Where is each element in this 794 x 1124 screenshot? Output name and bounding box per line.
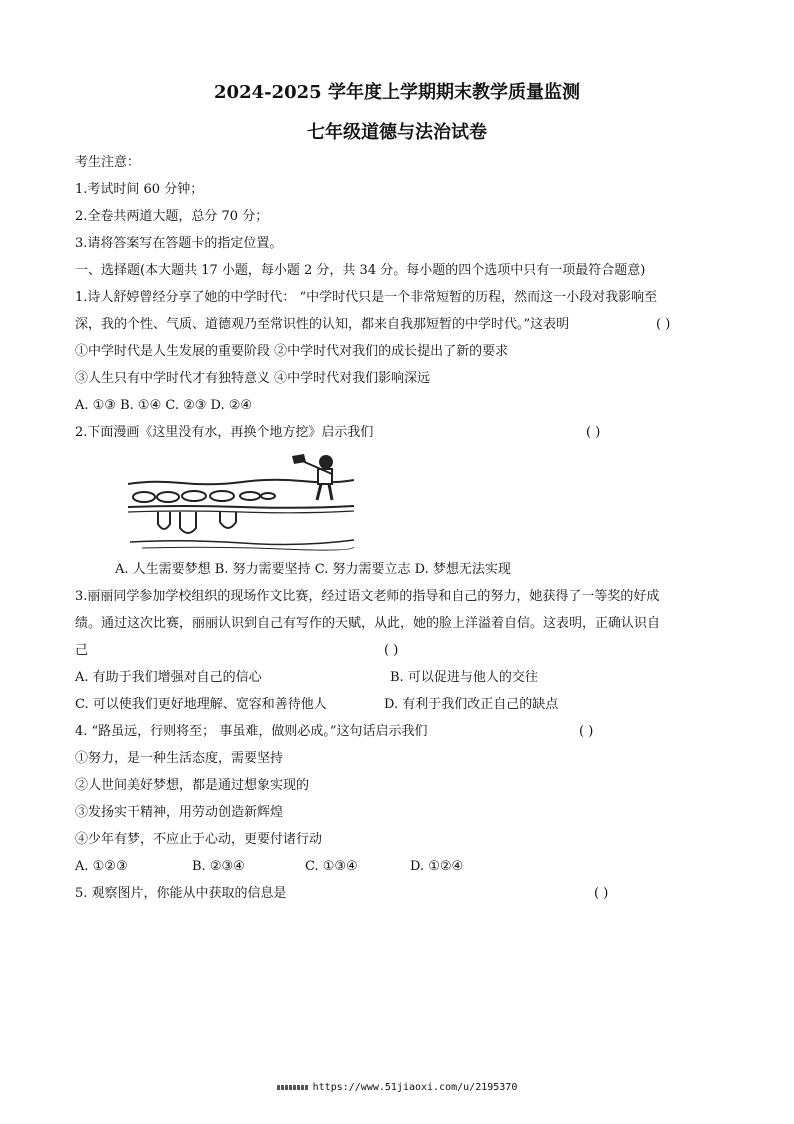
option-a: A. 有助于我们增强对自己的信心	[75, 670, 262, 685]
option-c: C. 可以使我们更好地理解、宽容和善待他人	[75, 697, 327, 712]
section-heading: 一、选择题(本大题共 17 小题，每小题 2 分，共 34 分。每小题的四个选项中只有一项最符合题意)	[75, 263, 646, 278]
notice-heading: 考生注意：	[75, 155, 141, 170]
question-2-stem: 2.下面漫画《这里没有水，再换个地方挖》启示我们	[75, 425, 374, 440]
exam-subtitle: 七年级道德与法治试卷	[307, 122, 487, 143]
question-5-stem: 5. 观察图片，你能从中获取的信息是	[75, 886, 287, 901]
notice-item: 2.全卷共两道大题，总分 70 分；	[75, 209, 269, 224]
question-1-options: A. ①③ B. ①④ C. ②③ D. ②④	[75, 398, 253, 413]
question-1-statement: ①中学时代是人生发展的重要阶段 ②中学时代对我们的成长提出了新的要求	[75, 344, 509, 359]
digging-well-cartoon-icon	[122, 452, 358, 554]
question-3-stem-end: 己	[75, 643, 89, 658]
question-1-statement: ③人生只有中学时代才有独特意义 ④中学时代对我们影响深远	[75, 371, 431, 386]
question-4-statement: ②人世间美好梦想，都是通过想象实现的	[75, 778, 310, 793]
page-footer	[0, 1082, 794, 1093]
question-4-statement: ①努力，是一种生活态度，需要坚持	[75, 751, 284, 766]
question-4-stem: 4. “路虽远，行则将至； 事虽难，做则必成。”这句话启示我们	[75, 724, 428, 739]
answer-paren: ( )	[579, 724, 594, 739]
answer-paren: ( )	[594, 886, 609, 901]
option-b: B. 可以促进与他人的交往	[390, 670, 538, 685]
option-c: C. ①③④	[305, 859, 358, 874]
option-d: D. ①②④	[410, 859, 464, 874]
exam-title: 2024-2025 学年度上学期期末教学质量监测	[214, 82, 580, 103]
site-logo-icon	[277, 1085, 309, 1090]
question-3-stem-cont: 绩。通过这次比赛，丽丽认识到自己有写作的天赋，从此，她的脸上洋溢着自信。这表明，正确认识自	[75, 616, 661, 631]
answer-paren: ( )	[384, 643, 399, 658]
option-a: A. ①②③	[75, 859, 128, 874]
option-b: B. ②③④	[192, 859, 245, 874]
question-4-statement: ④少年有梦，不应止于心动，更要付诸行动	[75, 832, 323, 847]
notice-item: 3.请将答案写在答题卡的指定位置。	[75, 236, 283, 251]
question-2-options: A. 人生需要梦想 B. 努力需要坚持 C. 努力需要立志 D. 梦想无法实现	[115, 562, 511, 577]
notice-item: 1.考试时间 60 分钟；	[75, 182, 204, 197]
answer-paren: ( )	[656, 317, 671, 332]
question-4-statement: ③发扬实干精神，用劳动创造新辉煌	[75, 805, 284, 820]
footer-url[interactable]: https://www.51jiaoxi.com/u/2195370	[312, 1082, 518, 1093]
option-d: D. 有利于我们改正自己的缺点	[384, 697, 559, 712]
question-3-stem: 3.丽丽同学参加学校组织的现场作文比赛，经过语文老师的指导和自己的努力，她获得了一等奖的好成	[75, 589, 660, 604]
answer-paren: ( )	[586, 425, 601, 440]
question-1-stem: 1.诗人舒婷曾经分享了她的中学时代： “中学时代只是一个非常短暂的历程，然而这一小段对我影响至	[75, 290, 658, 305]
question-1-stem-cont: 深，我的个性、气质、道德观乃至常识性的认知，都来自我那短暂的中学时代。”这表明	[75, 317, 570, 332]
